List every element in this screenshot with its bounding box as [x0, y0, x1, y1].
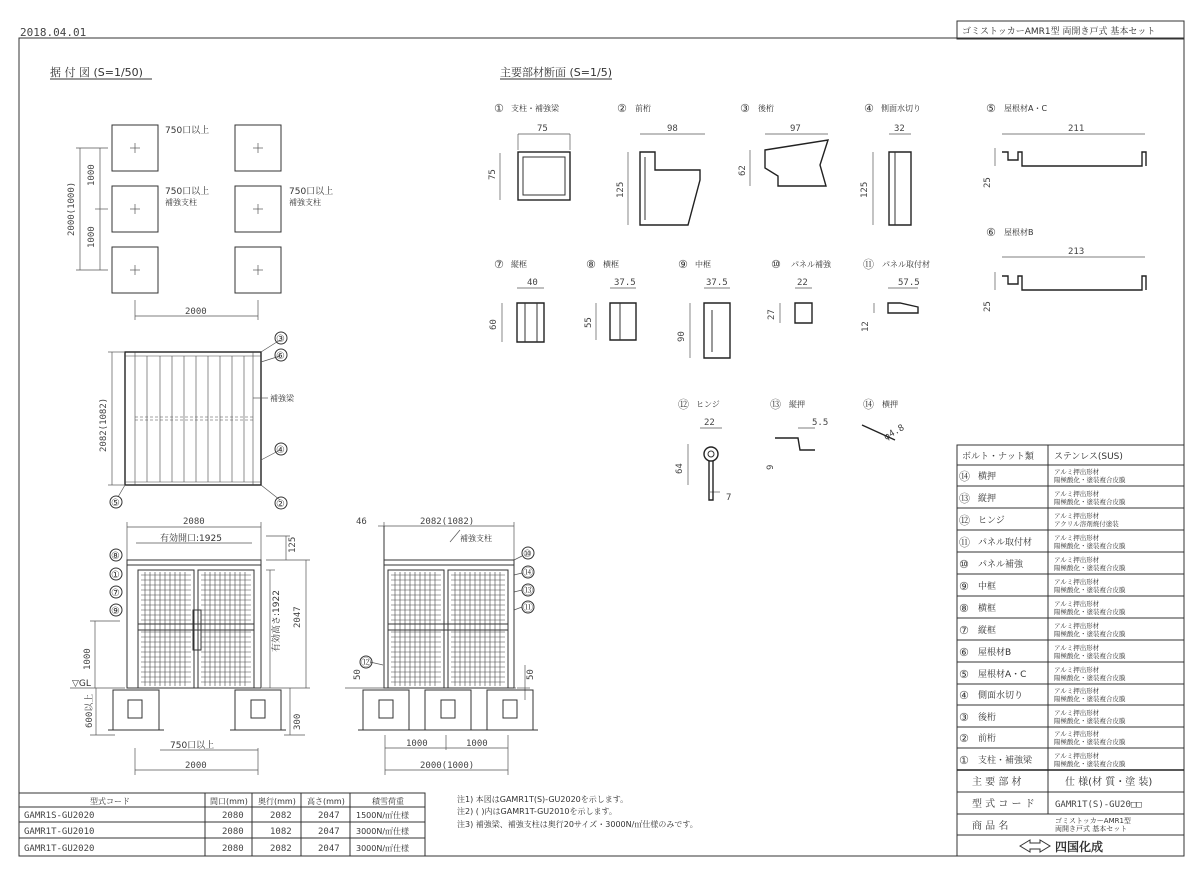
callout-4: ④ [276, 445, 285, 456]
side-bottom-width: 2000(1000) [420, 761, 475, 771]
member-7-num: ⑦ [494, 258, 504, 271]
spec-row-spec2: アクリル溶剤焼付塗装 [1054, 520, 1119, 528]
spec-row-spec2: 陽極酸化・塗装複合皮膜 [1054, 476, 1126, 484]
member-4-num: ④ [864, 102, 874, 115]
side-dim-50a: 50 [353, 669, 363, 680]
callout-2: ② [276, 499, 285, 510]
spec-row-spec1: アルミ押出形材 [1054, 578, 1100, 586]
front-bottom-width: 2000 [185, 761, 207, 771]
member-14-w: φ4.8 [882, 423, 907, 443]
spec-row-spec2: 陽極酸化・塗装複合皮膜 [1054, 498, 1126, 506]
front-dim-1000: 1000 [83, 648, 93, 670]
member-3-h: 62 [738, 165, 748, 176]
member-12-extra: 7 [726, 493, 732, 503]
member-10-label: パネル補強 [791, 260, 831, 269]
spec-header-col1: 主 要 部 材 [972, 777, 1022, 788]
gl-mark: ▽GL [72, 679, 91, 689]
callout-8: ⑧ [111, 551, 120, 562]
spec-row-num: ⑬ [959, 492, 970, 505]
drawing-date: 2018.04.01 [20, 26, 87, 39]
spec-row-name: 側面水切り [978, 691, 1024, 701]
member-1-label: 支柱・補強梁 [511, 104, 559, 113]
member-10-w: 22 [797, 278, 808, 288]
member-12-w: 22 [704, 418, 715, 428]
member-4-h: 125 [860, 181, 870, 198]
note-1: 注1) 本図はGAMR1T(S)-GU2020を示します。 [457, 795, 629, 804]
spec-row-spec1: アルミ押出形材 [1054, 666, 1100, 674]
side-depth-dim: 2082(1082) [420, 517, 475, 527]
callout-13: ⑬ [523, 586, 533, 597]
member-12-label: ヒンジ [696, 400, 720, 409]
spec-row-name: 横框 [978, 604, 997, 614]
model-table-cell: 1500N/㎡仕様 [356, 811, 410, 820]
spec-row-num: ② [959, 732, 969, 745]
member-11-label: パネル取付材 [882, 260, 930, 269]
spec-row-num: ⑪ [959, 536, 970, 549]
member-11-w: 57.5 [898, 278, 920, 288]
member-6-label: 屋根材B [1004, 228, 1034, 237]
member-1-w: 75 [537, 124, 548, 134]
spec-row-num: ③ [959, 711, 969, 724]
section-member-10 [767, 258, 832, 323]
callout-7: ⑦ [111, 588, 120, 599]
section-member-13 [766, 398, 828, 470]
spec-row-spec1: アルミ押出形材 [1054, 752, 1100, 760]
spec-row-spec2: 陽極酸化・塗装複合皮膜 [1054, 695, 1126, 703]
model-table-header: 高さ(mm) [307, 797, 345, 806]
note-3: 注3) 補強梁、補強支柱は奥行20サイズ・3000N/㎡仕様のみです。 [457, 820, 698, 829]
section-member-5 [983, 102, 1146, 188]
spec-row-num: ⑦ [959, 624, 969, 637]
member-7-label: 縦框 [511, 260, 527, 269]
member-6-w: 213 [1068, 247, 1085, 257]
model-table-cell: 2047 [318, 844, 340, 854]
company-mark-icon [1020, 840, 1050, 852]
member-9-num: ⑨ [678, 258, 688, 271]
spec-row-spec1: アルミ押出形材 [1054, 468, 1100, 476]
model-table-cell: 2047 [318, 827, 340, 837]
callout-6: ⑥ [276, 351, 285, 362]
callout-5: ⑤ [111, 498, 120, 509]
member-1-h: 75 [488, 169, 498, 180]
callout-14: ⑭ [523, 568, 533, 579]
spec-row-spec1: アルミ押出形材 [1054, 512, 1100, 520]
callout-11: ⑪ [523, 603, 533, 614]
spec-row-name: 支柱・補強梁 [978, 756, 1033, 766]
spec-row-spec1: アルミ押出形材 [1054, 556, 1100, 564]
side-elevation [345, 517, 538, 775]
spec-row-spec1: アルミ押出形材 [1054, 730, 1100, 738]
reinforce-beam-label: 補強梁 [270, 394, 294, 403]
section-member-6 [983, 226, 1146, 312]
member-2-label: 前桁 [635, 104, 651, 113]
section-member-12 [675, 398, 731, 503]
member-7-w: 40 [527, 278, 538, 288]
front-elevation [70, 517, 310, 775]
plan-note-750b: 750口以上 [165, 187, 210, 197]
member-8-h: 55 [584, 317, 594, 328]
front-dim-300: 300 [293, 713, 303, 730]
callout-9: ⑨ [111, 606, 120, 617]
spec-row-name: ヒンジ [978, 516, 1005, 526]
model-table-cell: 2080 [222, 844, 244, 854]
model-code-value: GAMR1T(S)-GU20□□ [1055, 800, 1142, 810]
spec-row-spec2: 陽極酸化・塗装複合皮膜 [1054, 738, 1126, 746]
model-table-cell: 3000N/㎡仕様 [356, 844, 410, 853]
model-table-cell: GAMR1T-GU2010 [24, 827, 95, 837]
spec-row-spec1: アルミ押出形材 [1054, 534, 1100, 542]
model-table-cell: 2082 [270, 844, 292, 854]
front-width-dim: 2080 [183, 517, 205, 527]
member-9-h: 90 [677, 331, 687, 342]
section-member-11 [861, 258, 930, 332]
product-name-line1: ゴミストッカーAMR1型 [1055, 817, 1131, 825]
member-2-w: 98 [667, 124, 678, 134]
product-name-line2: 両開き戸式 基本セット [1055, 825, 1128, 833]
section-member-1 [488, 102, 570, 200]
plan-depth-dim: 2000(1000) [67, 181, 77, 236]
member-10-num: ⑩ [771, 258, 781, 271]
plan-dim-1000b: 1000 [87, 226, 97, 248]
member-2-h: 125 [616, 181, 626, 198]
side-reinforce-post: 補強支柱 [460, 534, 492, 543]
spec-table [957, 445, 1184, 856]
spec-row-num: ⑨ [959, 580, 969, 593]
spec-row-spec1: アルミ押出形材 [1054, 644, 1100, 652]
member-3-label: 後桁 [758, 104, 774, 113]
spec-row-num: ⑭ [959, 470, 970, 483]
member-14-label: 横押 [882, 400, 898, 409]
section-member-3 [738, 102, 828, 186]
member-9-w: 37.5 [706, 278, 728, 288]
model-table-cell: 1082 [270, 827, 292, 837]
member-section-title: 主要部材断面 (S=1/5) [500, 66, 612, 79]
bolt-row-spec: ステンレス(SUS) [1054, 452, 1123, 462]
model-table-cell: GAMR1S-GU2020 [24, 811, 95, 821]
member-14-num: ⑭ [863, 398, 874, 411]
spec-row-spec2: 陽極酸化・塗装複合皮膜 [1054, 652, 1126, 660]
model-table-header: 間口(mm) [210, 797, 248, 806]
member-13-w: 5.5 [812, 418, 829, 428]
member-5-h: 25 [983, 177, 993, 188]
model-table-cell: 2047 [318, 811, 340, 821]
spec-row-name: 屋根材B [978, 648, 1012, 658]
model-table-cell: 3000N/㎡仕様 [356, 827, 410, 836]
spec-row-spec1: アルミ押出形材 [1054, 490, 1100, 498]
model-table-header: 積雪荷重 [372, 797, 404, 806]
member-13-num: ⑬ [770, 398, 781, 411]
plan-note-750c: 750口以上 [289, 187, 334, 197]
spec-row-spec2: 陽極酸化・塗装複合皮膜 [1054, 760, 1126, 768]
callout-1: ① [111, 570, 120, 581]
side-dim-50b: 50 [526, 669, 536, 680]
note-2: 注2) ( )内はGAMR1T-GU2010を示します。 [457, 807, 617, 816]
member-5-label: 屋根材A・C [1004, 104, 1048, 113]
spec-row-name: 中框 [978, 582, 997, 592]
spec-row-spec2: 陽極酸化・塗装複合皮膜 [1054, 674, 1126, 682]
callout-3: ③ [276, 334, 285, 345]
member-8-label: 横框 [603, 260, 619, 269]
layout-plan-title: 据 付 図 (S=1/50) [50, 66, 143, 79]
section-member-14 [862, 398, 906, 443]
member-6-h: 25 [983, 301, 993, 312]
spec-row-spec1: アルミ押出形材 [1054, 600, 1100, 608]
spec-row-num: ⑧ [959, 602, 969, 615]
spec-row-num: ⑩ [959, 558, 969, 571]
section-member-8 [584, 258, 636, 340]
front-eff-height: 有効高さ:1922 [272, 590, 282, 652]
spec-row-spec1: アルミ押出形材 [1054, 687, 1100, 695]
member-3-num: ③ [740, 102, 750, 115]
spec-row-name: 前桁 [978, 734, 997, 744]
section-member-2 [616, 102, 705, 225]
member-11-h: 12 [861, 321, 871, 332]
spec-row-spec2: 陽極酸化・塗装複合皮膜 [1054, 542, 1126, 550]
spec-row-num: ① [959, 754, 969, 767]
member-4-label: 側面水切り [881, 104, 921, 113]
spec-row-name: 縦框 [978, 626, 997, 636]
spec-row-spec2: 陽極酸化・塗装複合皮膜 [1054, 586, 1126, 594]
plan-post-note-b: 補強支柱 [289, 198, 321, 207]
title-box-text: ゴミストッカーAMR1型 両開き戸式 基本セット [962, 27, 1156, 37]
spec-row-name: 横押 [978, 472, 997, 482]
member-12-num: ⑫ [678, 398, 689, 411]
member-3-w: 97 [790, 124, 801, 134]
spec-row-num: ⑤ [959, 668, 969, 681]
spec-row-spec1: アルミ押出形材 [1054, 622, 1100, 630]
member-12-h: 64 [675, 463, 685, 474]
spec-row-spec2: 陽極酸化・塗装複合皮膜 [1054, 564, 1126, 572]
spec-row-name: 屋根材A・C [978, 670, 1027, 680]
side-dim-1000b: 1000 [466, 739, 488, 749]
front-dim-125: 125 [288, 536, 298, 553]
member-13-label: 縦押 [789, 400, 805, 409]
model-table-cell: GAMR1T-GU2020 [24, 844, 95, 854]
notes [457, 794, 698, 829]
section-member-7 [489, 258, 544, 342]
member-1-num: ① [494, 102, 504, 115]
bolt-row-name: ボルト・ナット類 [962, 452, 1034, 462]
product-name-label: 商 品 名 [972, 821, 1009, 832]
spec-row-num: ⑥ [959, 646, 969, 659]
spec-row-spec1: アルミ押出形材 [1054, 709, 1100, 717]
member-2-num: ② [617, 102, 627, 115]
spec-header-col2: 仕 様(材 質・塗 装) [1065, 777, 1153, 788]
member-8-num: ⑧ [586, 258, 596, 271]
model-table-header: 型式コード [90, 797, 130, 806]
section-member-4 [860, 102, 921, 225]
company-logo: 四国化成 [1055, 840, 1104, 854]
plan-post-note-a: 補強支柱 [165, 198, 197, 207]
spec-row-num: ⑫ [959, 514, 970, 527]
callout-12: ⑫ [361, 658, 371, 669]
spec-row-name: 後桁 [978, 713, 997, 723]
plan-note-750a: 750口以上 [165, 126, 210, 136]
spec-row-name: パネル補強 [978, 560, 1024, 570]
footing-plan [67, 124, 333, 320]
plan-dim-1000a: 1000 [87, 164, 97, 186]
roof-plan-view [99, 332, 295, 510]
member-5-num: ⑤ [986, 102, 996, 115]
member-13-h: 9 [766, 464, 776, 470]
model-code-label: 型 式 コ ー ド [972, 799, 1035, 810]
member-6-num: ⑥ [986, 226, 996, 239]
member-9-label: 中框 [695, 260, 711, 269]
model-table [19, 793, 425, 856]
side-dim-1000a: 1000 [406, 739, 428, 749]
plan-width-dim: 2000 [185, 307, 207, 317]
roof-depth-dim: 2082(1082) [99, 397, 109, 452]
front-dim-600: 600以上 [85, 693, 95, 728]
callout-10: ⑩ [523, 549, 532, 560]
member-10-h: 27 [767, 309, 777, 320]
front-effective-opening: 有効開口:1925 [160, 534, 222, 544]
member-8-w: 37.5 [614, 278, 636, 288]
model-table-header: 奥行(mm) [258, 797, 296, 806]
spec-row-num: ④ [959, 689, 969, 702]
member-7-h: 60 [489, 319, 499, 330]
section-member-9 [677, 258, 730, 358]
model-table-cell: 2080 [222, 811, 244, 821]
member-5-w: 211 [1068, 124, 1085, 134]
spec-row-spec2: 陽極酸化・塗装複合皮膜 [1054, 717, 1126, 725]
model-table-cell: 2080 [222, 827, 244, 837]
spec-row-name: 縦押 [978, 494, 997, 504]
member-4-w: 32 [894, 124, 905, 134]
spec-row-name: パネル取付材 [978, 538, 1033, 548]
spec-row-spec2: 陽極酸化・塗装複合皮膜 [1054, 608, 1126, 616]
front-dim-750: 750口以上 [170, 741, 215, 751]
front-height-dim: 2047 [293, 606, 303, 628]
spec-row-spec2: 陽極酸化・塗装複合皮膜 [1054, 630, 1126, 638]
model-table-cell: 2082 [270, 811, 292, 821]
member-11-num: ⑪ [863, 258, 874, 271]
side-dim-46: 46 [356, 517, 367, 527]
